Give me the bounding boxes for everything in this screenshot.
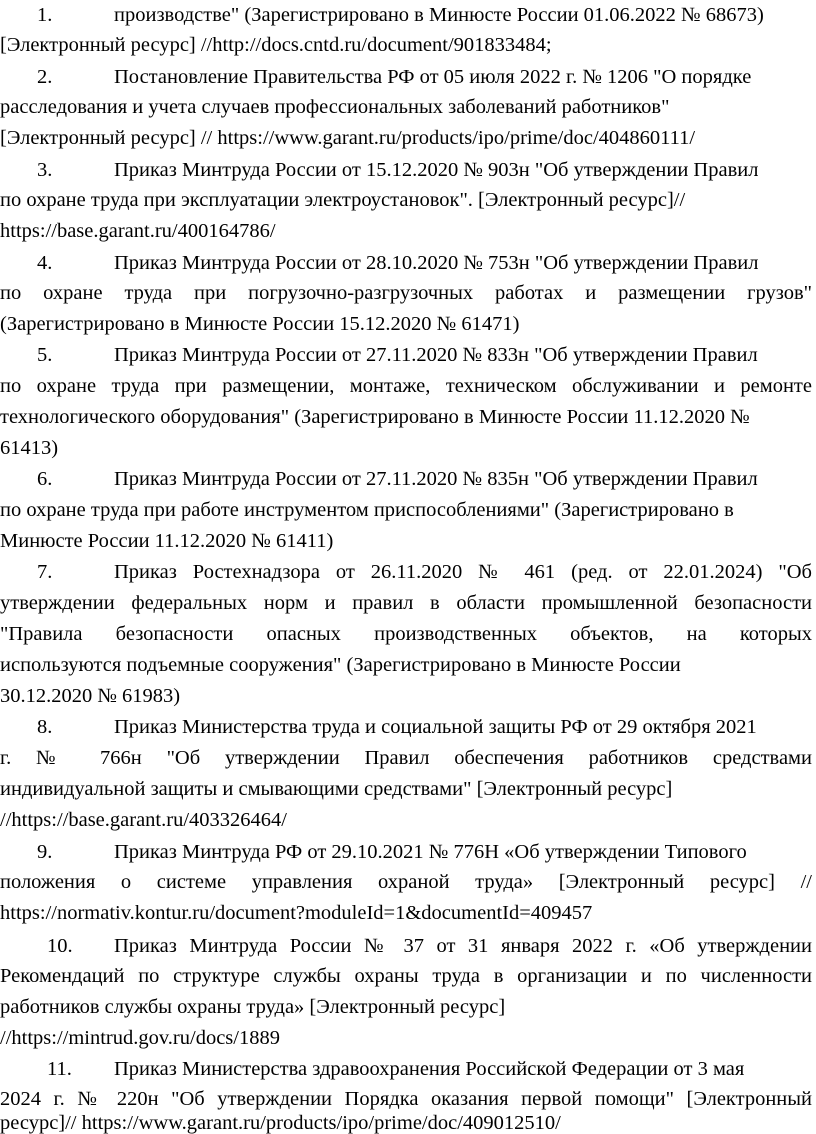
item-text-line: https://base.garant.ru/400164786/ bbox=[0, 220, 276, 242]
item-text-line: положения о системе управления охраной труда» [Электронный ресурс] // bbox=[0, 871, 812, 893]
item-number: 5. bbox=[37, 344, 53, 366]
item-text-line: https://normativ.kontur.ru/document?moduleId=1&documentId=409457 bbox=[0, 902, 593, 924]
item-text-line: Постановление Правительства РФ от 05 июля 2022 г. № 1206 "О порядке bbox=[114, 66, 752, 88]
list-item-5 bbox=[0, 340, 812, 370]
list-item-8 bbox=[0, 712, 812, 742]
item-text-line: Приказ Минтруда РФ от 29.10.2021 № 776Н «Об утверждении Типового bbox=[114, 841, 747, 863]
item-text-line: утверждении федеральных норм и правил в области промышленной безопасности bbox=[0, 592, 812, 614]
item-number: 8. bbox=[37, 716, 53, 738]
item-text-line: по охране труда при погрузочно-разгрузочных работах и размещении грузов" bbox=[0, 282, 812, 304]
item-number: 7. bbox=[37, 561, 53, 583]
item-text-line: 30.12.2020 № 61983) bbox=[0, 685, 181, 707]
list-item-10 bbox=[0, 931, 812, 961]
item-text-line: (Зарегистрировано в Минюсте России 15.12.2020 № 61471) bbox=[0, 313, 520, 335]
item-text-line: г. № 766н "Об утверждении Правил обеспечения работников средствами bbox=[0, 747, 812, 769]
item-text-line: Приказ Ростехнадзора от 26.11.2020 № 461 (ред. от 22.01.2024) "Об bbox=[114, 561, 812, 583]
item-number: 3. bbox=[37, 159, 53, 181]
item-text-line: //https://mintrud.gov.ru/docs/1889 bbox=[0, 1027, 280, 1049]
item-text-line: [Электронный ресурс] // https://www.garant.ru/products/ipo/prime/doc/404860111/ bbox=[0, 127, 696, 149]
item-text-line: производстве" (Зарегистрировано в Минюсте России 01.06.2022 № 68673) bbox=[114, 4, 764, 26]
item-text-line: по охране труда при работе инструментом приспособлениями" (Зарегистрировано в bbox=[0, 499, 734, 521]
item-number: 4. bbox=[37, 252, 53, 274]
list-item-2 bbox=[0, 62, 812, 92]
item-text-line: Приказ Минтруда России от 27.11.2020 № 833н "Об утверждении Правил bbox=[114, 344, 758, 366]
item-text-line: расследования и учета случаев профессиональных заболеваний работников" bbox=[0, 96, 670, 118]
item-text-line: Приказ Минтруда России от 27.11.2020 № 835н "Об утверждении Правил bbox=[114, 468, 758, 490]
item-number: 2. bbox=[37, 66, 53, 88]
item-text-line: 2024 г. № 220н "Об утверждении Порядка оказания первой помощи" [Электронный bbox=[0, 1088, 812, 1110]
item-text-line: по охране труда при размещении, монтаже, техническом обслуживании и ремонте bbox=[0, 375, 812, 397]
item-number: 11. bbox=[47, 1058, 72, 1080]
item-text-line: работников службы охраны труда» [Электронный ресурс] bbox=[0, 996, 506, 1018]
item-text-line: 61413) bbox=[0, 437, 59, 459]
item-text-line: Рекомендаций по структуре службы охраны труда в организации и по численности bbox=[0, 965, 812, 987]
item-text-line: индивидуальной защиты и смывающими средствами" [Электронный ресурс] bbox=[0, 778, 673, 800]
item-text-line: Приказ Министерства здравоохранения Российской Федерации от 3 мая bbox=[114, 1058, 745, 1080]
item-text-line: Минюсте России 11.12.2020 № 61411) bbox=[0, 530, 334, 552]
item-text-line: //https://base.garant.ru/403326464/ bbox=[0, 809, 287, 831]
list-item-7 bbox=[0, 557, 812, 587]
list-item-11 bbox=[0, 1054, 812, 1084]
list-item-1 bbox=[0, 0, 812, 30]
item-text-line: по охране труда при эксплуатации электроустановок". [Электронный ресурс]// bbox=[0, 189, 686, 211]
item-number: 1. bbox=[37, 4, 53, 26]
item-text-line: Приказ Минтруда России № 37 от 31 января 2022 г. «Об утверждении bbox=[114, 935, 812, 957]
item-number: 10. bbox=[47, 935, 73, 957]
item-number: 6. bbox=[37, 468, 53, 490]
item-text-line: Приказ Минтруда России от 15.12.2020 № 903н "Об утверждении Правил bbox=[114, 159, 759, 181]
item-text-line: "Правила безопасности опасных производственных объектов, на которых bbox=[0, 623, 812, 645]
list-item-9 bbox=[0, 837, 812, 867]
item-text-line: технологического оборудования" (Зарегистрировано в Минюсте России 11.12.2020 № bbox=[0, 406, 750, 428]
item-text-line: Приказ Министерства труда и социальной защиты РФ от 29 октября 2021 bbox=[114, 716, 757, 738]
list-item-6 bbox=[0, 464, 812, 494]
list-item-4 bbox=[0, 248, 812, 278]
item-number: 9. bbox=[37, 841, 53, 863]
item-text-line: [Электронный ресурс] //http://docs.cntd.ru/document/901833484; bbox=[0, 34, 552, 56]
list-item-3 bbox=[0, 155, 812, 185]
item-text-line: используются подъемные сооружения" (Зарегистрировано в Минюсте России bbox=[0, 654, 681, 676]
item-text-line: Приказ Минтруда России от 28.10.2020 № 753н "Об утверждении Правил bbox=[114, 252, 759, 274]
item-text-line: ресурс]// https://www.garant.ru/products/ipo/prime/doc/409012510/ bbox=[0, 1112, 561, 1134]
